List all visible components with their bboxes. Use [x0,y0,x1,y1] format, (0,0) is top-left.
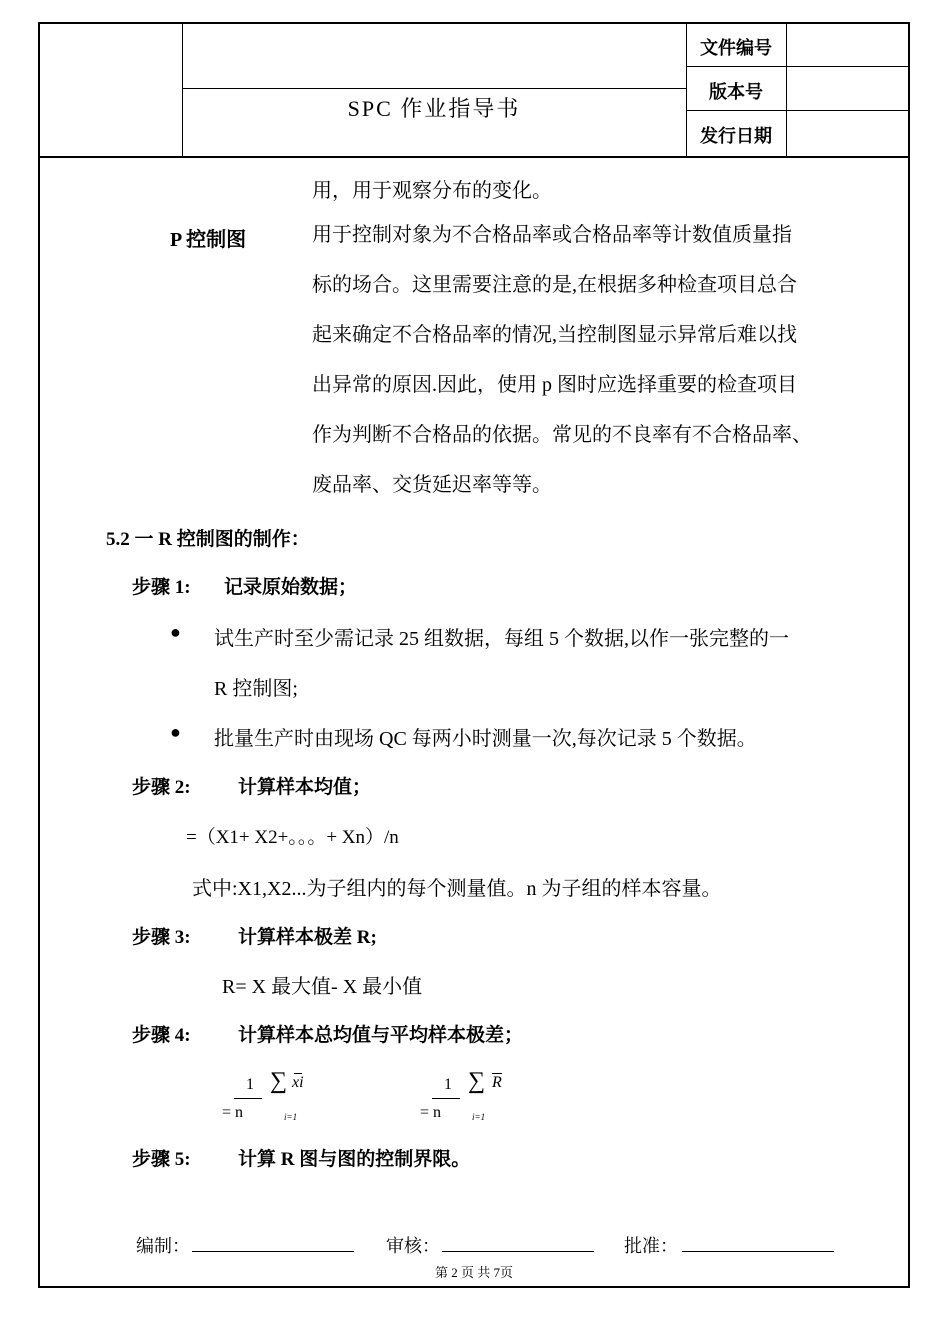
fraction-bar [234,1098,262,1099]
step5-label: 步骤 5: [132,1149,191,1170]
step1-bullet1-line2: R 控制图; [214,678,298,700]
header-divider [182,88,686,89]
step1-bullet1-line1: 试生产时至少需记录 25 组数据，每组 5 个数据,以作一张完整的一 [214,628,789,650]
prepared-by-label: 编制： [136,1236,190,1256]
section-heading: 5.2 一 R 控制图的制作： [106,529,310,550]
header-divider [686,110,908,111]
doc-number-label: 文件编号 [700,38,772,58]
p-chart-term: P 控制图 [170,229,247,251]
formula-term: xi [292,1074,304,1091]
step1-title: 记录原始数据； [224,577,358,598]
reviewed-by-label: 审核： [386,1236,440,1256]
header-table [40,24,908,158]
paragraph-line: 用于控制对象为不合格品率或合格品率等计数值质量指 [312,224,792,246]
step4-label: 步骤 4: [132,1025,191,1046]
step4-title: 计算样本总均值与平均样本极差； [238,1025,524,1046]
formula-term: R [492,1074,502,1091]
prepared-by-signature-line[interactable] [192,1251,354,1252]
step2-label: 步骤 2: [132,777,191,798]
mean-formula-note: 式中:X1,X2...为子组内的每个测量值。n 为子组的样本容量。 [192,878,722,900]
document-frame [38,22,910,1288]
paragraph-line: 起来确定不合格品率的情况,当控制图显示异常后难以找 [312,324,797,346]
header-divider [686,66,908,67]
issue-date-label: 发行日期 [700,126,772,146]
fraction-bar [432,1098,460,1099]
page-number: 第 2 页 共 7页 [434,1265,513,1280]
approved-by-signature-line[interactable] [682,1251,834,1252]
step1-label: 步骤 1: [132,577,191,598]
formula-numerator: 1 [444,1076,452,1093]
formula-numerator: 1 [246,1076,254,1093]
paragraph-line: 出异常的原因.因此，使用 p 图时应选择重要的检查项目 [312,374,797,396]
mean-formula: =（X1+ X2+。。。+ Xn）/n [186,827,399,848]
paragraph-line: 废品率、交货延迟率等等。 [312,474,552,496]
paragraph-line: 作为判断不合格品的依据。常见的不良率有不合格品率、 [312,424,812,446]
step5-title: 计算 R 图与图的控制界限。 [238,1149,471,1170]
step1-bullet2: 批量生产时由现场 QC 每两小时测量一次,每次记录 5 个数据。 [214,728,757,750]
step3-label: 步骤 3: [132,927,191,948]
paragraph-line: 标的场合。这里需要注意的是,在根据多种检查项目总合 [312,274,797,296]
bullet-icon: ● [170,622,181,642]
reviewed-by-signature-line[interactable] [442,1251,594,1252]
step2-title: 计算样本均值； [238,777,372,798]
p-chart-description [312,210,872,510]
formula-eq: = n [222,1104,244,1121]
range-formula: R= X 最大值- X 最小值 [222,976,423,998]
header-divider [786,24,787,156]
version-label: 版本号 [709,82,763,102]
sigma-icon: ∑ [270,1068,288,1094]
continuation-line: 用，用于观察分布的变化。 [312,180,552,202]
header-divider [182,24,183,156]
sum-index: i=1 [472,1112,486,1122]
document-title: SPC 作业指导书 [347,96,521,121]
formula-eq: = n [420,1104,442,1121]
sigma-icon: ∑ [468,1068,486,1094]
sum-index: i=1 [284,1112,298,1122]
approved-by-label: 批准： [624,1236,678,1256]
step3-title: 计算样本极差 R; [238,927,377,948]
bullet-icon: ● [170,722,181,742]
